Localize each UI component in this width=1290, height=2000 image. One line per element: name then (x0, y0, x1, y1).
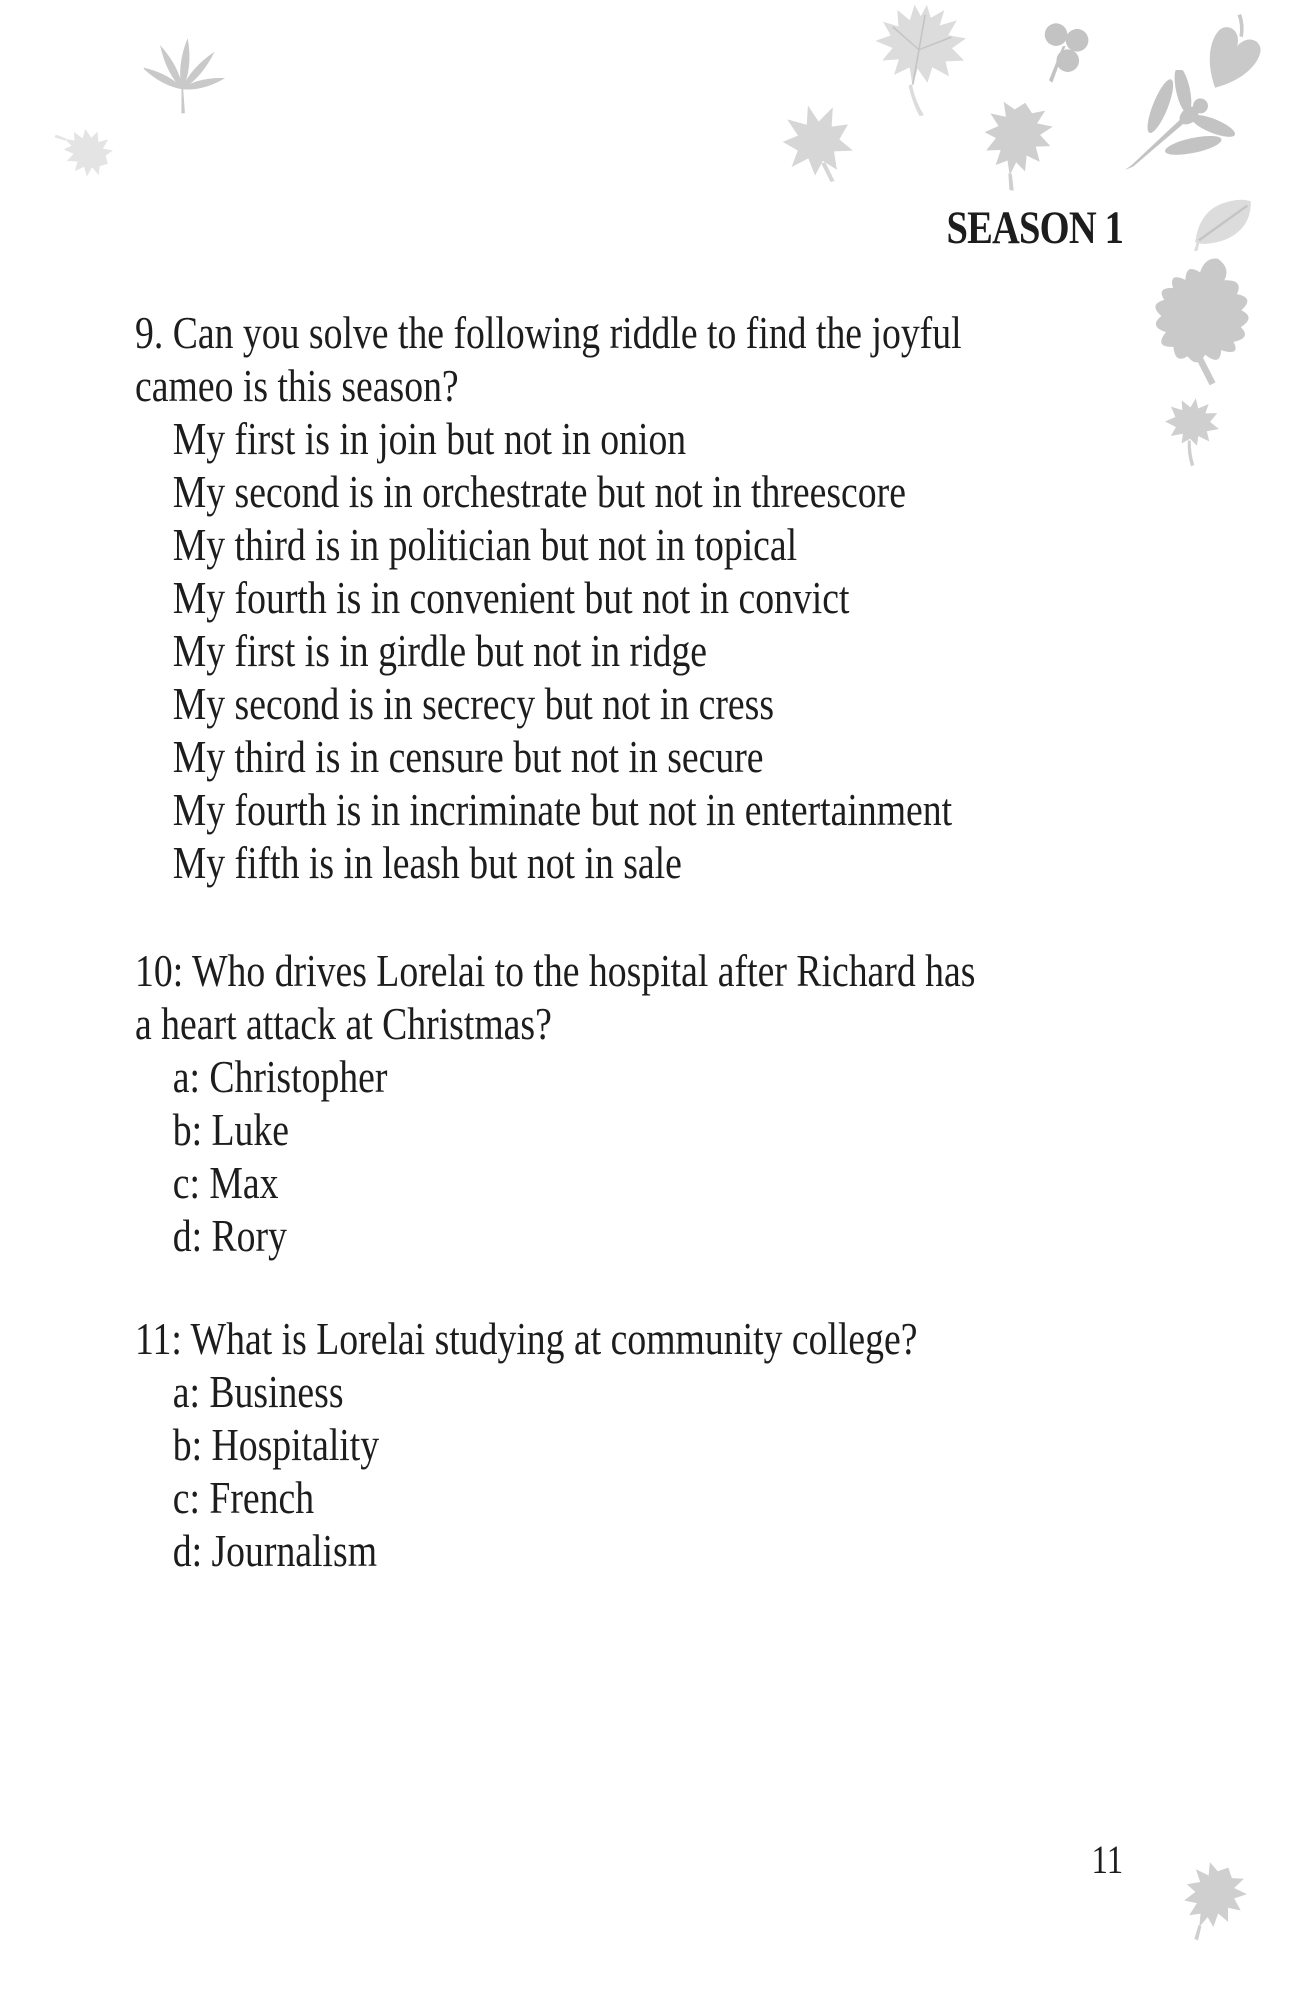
faint-oak-leaf-icon (32, 94, 132, 205)
riddle-line: My second is in orchestrate but not in threescore (172, 466, 906, 517)
question-text-line: a heart attack at Christmas? (135, 998, 552, 1049)
answer-option: c: French (172, 1472, 315, 1523)
riddle-line: My second is in secrecy but not in cress (172, 678, 775, 729)
section-header: SEASON 1 (946, 202, 1124, 254)
question-text-line: 11: What is Lorelai studying at community college? (135, 1313, 918, 1364)
question-9 (135, 306, 1123, 889)
text-column (135, 0, 1123, 2000)
white-oak-leaf-icon (1125, 237, 1279, 398)
riddle-line: My fifth is in leash but not in sale (172, 837, 682, 888)
page-number: 11 (1091, 1837, 1124, 1882)
answer-option: a: Christopher (172, 1051, 388, 1102)
riddle-line: My third is in censure but not in secure (172, 731, 764, 782)
question-text-line: 10: Who drives Lorelai to the hospital after Richard has (135, 945, 976, 996)
bottom-oak-leaf-icon (1160, 1850, 1262, 1956)
question-text-line: cameo is this season? (135, 360, 459, 411)
riddle-line: My first is in girdle but not in ridge (172, 625, 708, 676)
riddle-line: My fourth is in convenient but not in convict (172, 572, 850, 623)
question-text-line: 9. Can you solve the following riddle to find the joyful (135, 307, 962, 358)
question-11 (135, 1312, 1123, 1577)
answer-option: a: Business (172, 1366, 344, 1417)
answer-option: b: Luke (172, 1104, 289, 1155)
riddle-line: My third is in politician but not in topical (172, 519, 798, 570)
answer-option: b: Hospitality (172, 1419, 380, 1470)
answer-option: c: Max (172, 1157, 279, 1208)
maple-sprig-icon (1153, 392, 1228, 472)
answer-option: d: Rory (172, 1210, 287, 1261)
heart-leaf-icon (1180, 0, 1286, 107)
answer-option: d: Journalism (172, 1525, 378, 1576)
serrated-leaf-icon (1183, 188, 1264, 255)
riddle-line: My first is in join but not in onion (172, 413, 687, 464)
riddle-line: My fourth is in incriminate but not in entertainment (172, 784, 953, 835)
question-10 (135, 944, 1123, 1262)
